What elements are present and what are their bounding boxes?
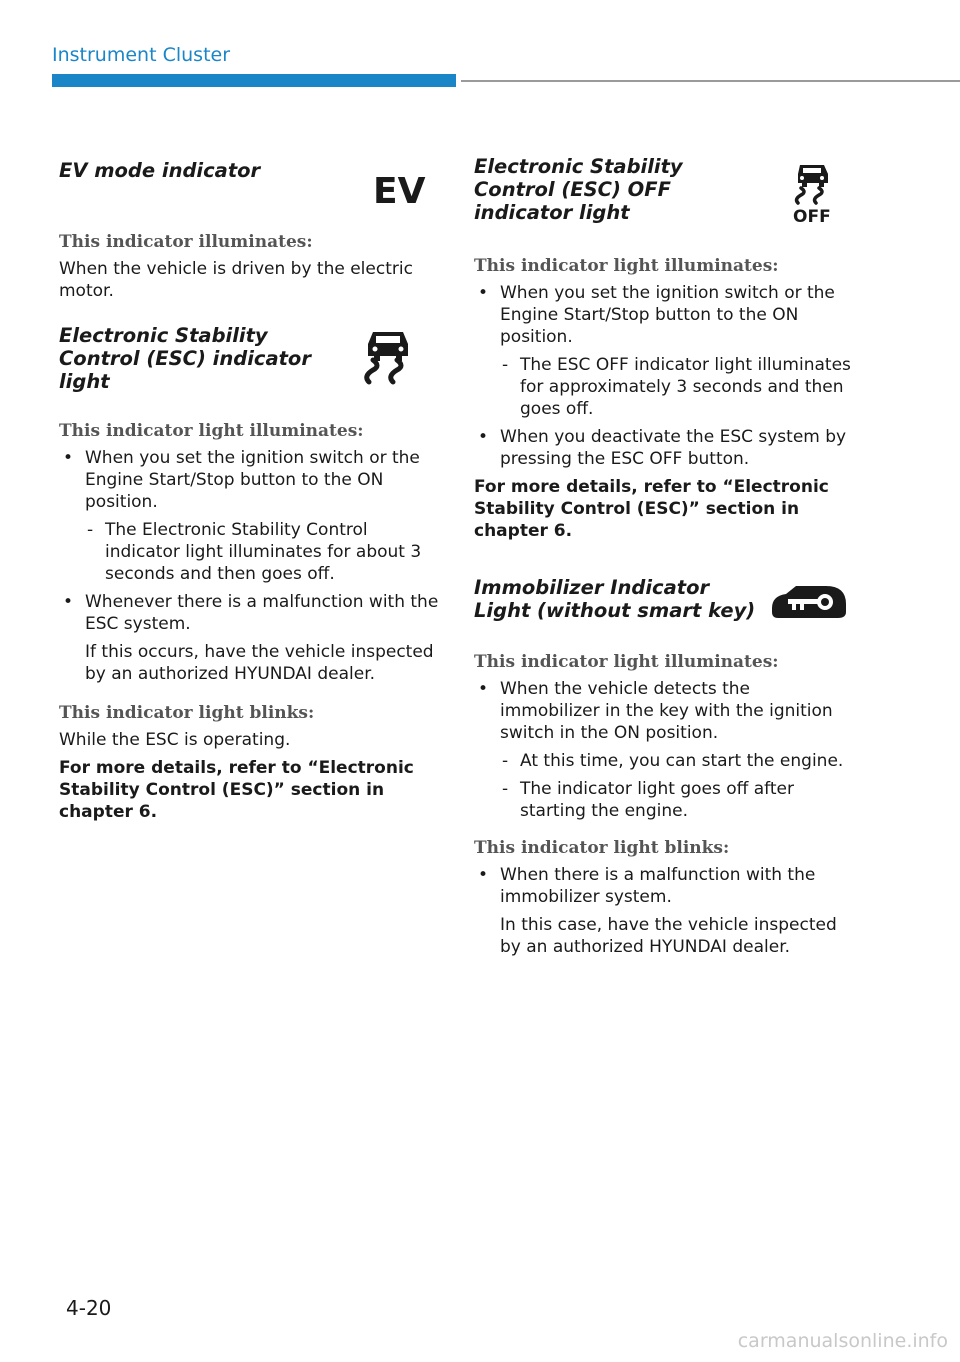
header-bar-accent xyxy=(52,74,456,87)
immobilizer-dash-goes-off: - The indicator light goes off after starting the engine. xyxy=(500,778,854,822)
esc-off-bullet-deactivate-text: When you deactivate the ESC system by pressing the ESC OFF button. xyxy=(500,427,847,469)
esc-bullet-malfunction-text: Whenever there is a malfunction with the ESC system. xyxy=(85,592,439,634)
esc-off-icon-label: OFF xyxy=(793,207,831,227)
esc-off-title: Electronic Stability Control (ESC) OFF indicator light xyxy=(474,155,683,224)
esc-off-icon xyxy=(792,161,834,227)
ev-mode-title: EV mode indicator xyxy=(59,159,261,182)
immobilizer-title: Immobilizer Indicator Light (without smart key) xyxy=(474,576,756,622)
esc-icon xyxy=(359,326,419,388)
esc-bullet-malfunction xyxy=(59,591,439,685)
left-column xyxy=(59,155,439,829)
esc-off-dash-list xyxy=(500,354,854,420)
esc-car-skid-icon xyxy=(359,326,419,384)
header-title: Instrument Cluster xyxy=(52,44,231,66)
immobilizer-bullet-malfunction-extra: In this case, have the vehicle inspected by an authorized HYUNDAI dealer. xyxy=(500,915,837,957)
immobilizer-dash-start: - At this time, you can start the engine. xyxy=(500,750,854,772)
esc-off-subheading: This indicator light illuminates: xyxy=(474,256,779,276)
car-key-icon xyxy=(768,582,850,622)
esc-off-reference: For more details, refer to “Electronic Stability Control (ESC)” section in chapter 6. xyxy=(474,477,829,541)
immobilizer-blinks-list xyxy=(474,864,854,958)
ev-mode-subheading: This indicator illuminates: xyxy=(59,232,313,252)
right-column xyxy=(474,155,854,964)
esc-reference: For more details, refer to “Electronic Stability Control (ESC)” section in chapter 6. xyxy=(59,758,414,822)
ev-mode-section xyxy=(59,155,439,302)
esc-blinks-text: While the ESC is operating. xyxy=(59,730,291,750)
immobilizer-subheading-illuminates: This indicator light illuminates: xyxy=(474,652,779,672)
page-number: 4-20 xyxy=(66,1296,112,1320)
esc-off-bullet-ignition xyxy=(474,282,854,420)
ev-icon-label: EV xyxy=(373,171,426,212)
immobilizer-illuminates-list xyxy=(474,678,854,822)
immobilizer-bullet-malfunction-text: When there is a malfunction with the immobilizer system. xyxy=(500,865,816,907)
ev-mode-icon xyxy=(373,171,426,212)
esc-illuminates-list xyxy=(59,447,439,685)
immobilizer-bullet-detects xyxy=(474,678,854,822)
immobilizer-dash-list xyxy=(500,750,854,822)
esc-section xyxy=(59,324,439,823)
esc-off-list xyxy=(474,282,854,470)
esc-off-dash-illuminates: - The ESC OFF indicator light illuminates for approximately 3 seconds and then goes off. xyxy=(500,354,854,420)
esc-off-bullet-ignition-text: When you set the ignition switch or the Engine Start/Stop button to the ON position. xyxy=(500,283,835,347)
ev-mode-text: When the vehicle is driven by the electric motor. xyxy=(59,259,413,301)
esc-off-section xyxy=(474,155,854,542)
header-bar-rule xyxy=(461,80,960,82)
esc-dash-list xyxy=(85,519,439,585)
esc-bullet-malfunction-extra: If this occurs, have the vehicle inspected by an authorized HYUNDAI dealer. xyxy=(85,642,434,684)
esc-subheading-illuminates: This indicator light illuminates: xyxy=(59,421,364,441)
esc-bullet-ignition-text: When you set the ignition switch or the Engine Start/Stop button to the ON position. xyxy=(85,448,420,512)
esc-dash-illuminates: - The Electronic Stability Control indicator light illuminates for about 3 seconds and then goes off. xyxy=(85,519,439,585)
esc-subheading-blinks: This indicator light blinks: xyxy=(59,703,315,723)
esc-off-bullet-deactivate xyxy=(474,426,854,470)
esc-bullet-ignition xyxy=(59,447,439,585)
immobilizer-subheading-blinks: This indicator light blinks: xyxy=(474,838,730,858)
immobilizer-section xyxy=(474,576,854,958)
watermark: carmanualsonline.info xyxy=(737,1330,948,1352)
immobilizer-icon xyxy=(768,582,850,626)
ev-icon-graphic xyxy=(373,171,426,212)
immobilizer-bullet-detects-text: When the vehicle detects the immobilizer in the key with the ignition switch in the ON position. xyxy=(500,679,833,743)
immobilizer-bullet-malfunction xyxy=(474,864,854,958)
esc-off-icon-graphic xyxy=(792,161,834,227)
esc-title: Electronic Stability Control (ESC) indicator light xyxy=(59,324,311,393)
